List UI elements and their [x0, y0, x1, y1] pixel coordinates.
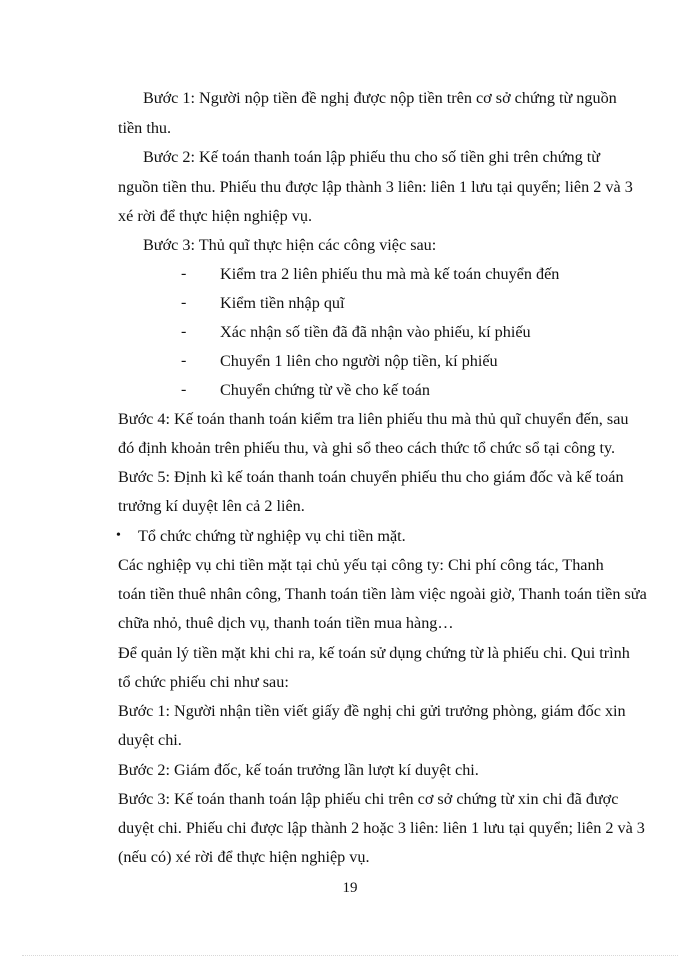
paragraph-line: (nếu có) xé rời để thực hiện nghiệp vụ.	[118, 848, 370, 866]
paragraph-line: duyệt chi.	[118, 731, 182, 749]
list-item: Xác nhận số tiền đã đã nhận vào phiếu, kí phiếu	[220, 323, 531, 341]
paragraph-line: duyệt chi. Phiếu chi được lập thành 2 hoặc 3 liên: liên 1 lưu tại quyển; liên 2 và 3	[118, 819, 645, 837]
dash-marker: -	[181, 265, 187, 282]
paragraph-line: Bước 4: Kế toán thanh toán kiểm tra liên phiếu thu mà thủ quĩ chuyển đến, sau	[118, 410, 629, 428]
dash-marker: -	[181, 323, 187, 340]
paragraph-line: Bước 3: Kế toán thanh toán lập phiếu chi trên cơ sở chứng từ xin chi đã được	[118, 790, 619, 808]
paragraph-line: Bước 1: Người nhận tiền viết giấy đề nghị chi gửi trưởng phòng, giám đốc xin	[118, 702, 626, 720]
paragraph-line: tổ chức phiếu chi như sau:	[118, 673, 289, 691]
list-item: Kiểm tiền nhập quĩ	[220, 294, 345, 312]
paragraph-line: Bước 1: Người nộp tiền đề nghị được nộp tiền trên cơ sở chứng từ nguồn	[143, 89, 617, 107]
paragraph-line: Bước 5: Định kì kế toán thanh toán chuyển phiếu thu cho giám đốc và kế toán	[118, 468, 624, 486]
paragraph-line: Các nghiệp vụ chi tiền mặt tại chủ yếu tại công ty: Chi phí công tác, Thanh	[118, 556, 604, 574]
paragraph-line: nguồn tiền thu. Phiếu thu được lập thành 3 liên: liên 1 lưu tại quyển; liên 2 và 3	[118, 178, 633, 196]
page-number: 19	[342, 880, 358, 896]
paragraph-line: tiền thu.	[118, 119, 172, 137]
paragraph-line: trưởng kí duyệt lên cả 2 liên.	[118, 497, 305, 515]
paragraph-line: Bước 2: Giám đốc, kế toán trưởng lần lượt kí duyệt chi.	[118, 761, 479, 779]
dash-marker: -	[181, 352, 187, 369]
list-item: Kiểm tra 2 liên phiếu thu mà mà kế toán chuyển đến	[220, 265, 560, 283]
paragraph-line: đó định khoản trên phiếu thu, và ghi sổ theo cách thức tổ chức sổ tại công ty.	[118, 439, 616, 457]
list-item: Chuyển 1 liên cho người nộp tiền, kí phiếu	[220, 352, 498, 370]
section-heading: Tổ chức chứng từ nghiệp vụ chi tiền mặt.	[138, 527, 406, 545]
dash-marker: -	[181, 294, 187, 311]
bullet-icon: •	[116, 528, 121, 543]
paragraph-line: xé rời để thực hiện nghiệp vụ.	[118, 207, 312, 225]
paragraph-line: toán tiền thuê nhân công, Thanh toán tiền làm việc ngoài giờ, Thanh toán tiền sửa	[118, 585, 647, 603]
paragraph-line: Bước 3: Thủ quĩ thực hiện các công việc sau:	[143, 236, 437, 254]
paragraph-line: chữa nhỏ, thuê dịch vụ, thanh toán tiền mua hàng…	[118, 614, 454, 632]
page-bottom-divider	[22, 955, 678, 956]
list-item: Chuyển chứng từ về cho kế toán	[220, 381, 430, 399]
dash-marker: -	[181, 381, 187, 398]
paragraph-line: Để quản lý tiền mặt khi chi ra, kế toán sử dụng chứng từ là phiếu chi. Qui trình	[118, 644, 630, 662]
paragraph-line: Bước 2: Kế toán thanh toán lập phiếu thu cho số tiền ghi trên chứng từ	[143, 148, 601, 166]
